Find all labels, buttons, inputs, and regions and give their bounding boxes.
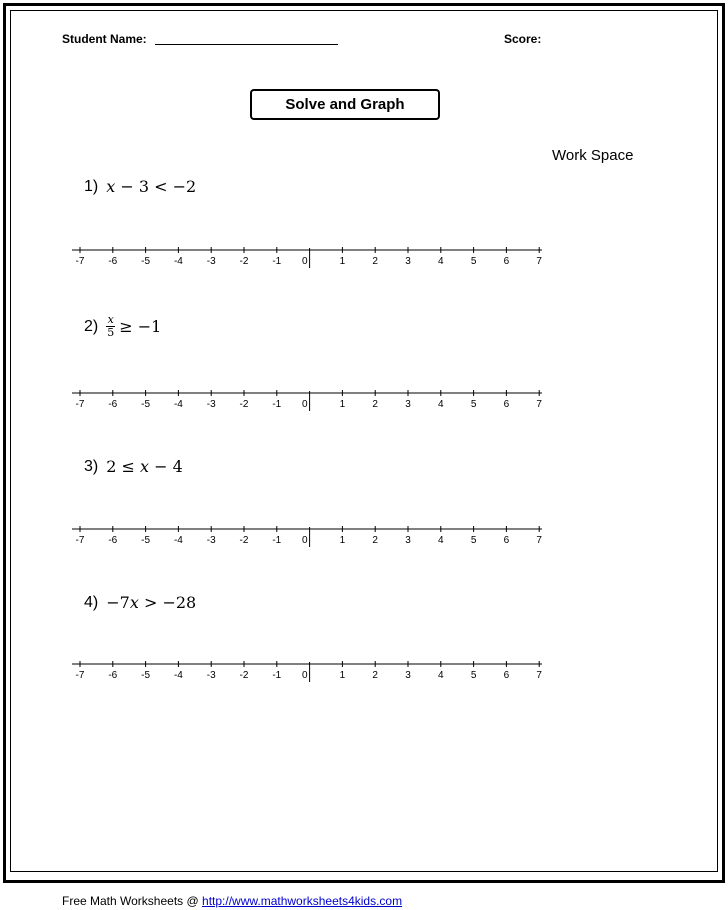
tick-label: -4	[173, 535, 183, 546]
tick-label: -7	[75, 670, 85, 681]
tick-label: -1	[272, 256, 282, 267]
footer-link[interactable]: http://www.mathworksheets4kids.com	[202, 894, 403, 908]
tick-label: -5	[141, 399, 151, 410]
tick-label: 6	[503, 535, 510, 546]
tick-label: 7	[536, 670, 542, 681]
tick-label: 1	[339, 535, 346, 546]
tick-label: -6	[108, 399, 118, 410]
tick-label: 2	[372, 670, 378, 681]
tick-label: 7	[536, 535, 542, 546]
tick-label: 6	[503, 399, 510, 410]
tick-label: 5	[470, 535, 477, 546]
tick-label: -2	[239, 399, 249, 410]
tick-label: -1	[272, 670, 282, 681]
student-name-blank[interactable]	[155, 44, 338, 45]
problem-number: 4)	[84, 593, 99, 611]
number-line-4[interactable]	[70, 654, 550, 684]
tick-label: -7	[75, 256, 85, 267]
fraction: $\frac{x}{5}$	[107, 313, 115, 339]
tick-label: 3	[405, 535, 411, 546]
footer	[62, 894, 402, 908]
tick-label: -5	[141, 256, 151, 267]
tick-label: 3	[405, 670, 411, 681]
worksheet-title: Solve and Graph	[250, 89, 440, 120]
problem-number: 2)	[84, 317, 99, 335]
problem-4	[84, 593, 196, 612]
inequality: ≥ −1	[119, 317, 162, 336]
problem-number: 1)	[84, 177, 99, 195]
tick-label: -3	[206, 670, 216, 681]
tick-label: -6	[108, 535, 118, 546]
tick-label: 5	[470, 670, 477, 681]
footer-label: Free Math Worksheets @	[62, 894, 203, 908]
inequality: −7x > −28	[106, 593, 197, 612]
tick-label: -6	[108, 256, 118, 267]
tick-label: 0	[302, 256, 308, 267]
work-space-label: Work Space	[552, 147, 634, 164]
problem-1	[84, 177, 196, 196]
number-line-1[interactable]	[70, 240, 550, 270]
tick-label: 4	[438, 670, 444, 681]
number-line-3[interactable]	[70, 519, 550, 549]
tick-label: 6	[503, 256, 510, 267]
tick-label: 3	[405, 399, 411, 410]
tick-label: 4	[438, 256, 444, 267]
tick-label: 0	[302, 670, 308, 681]
tick-label: -7	[75, 399, 85, 410]
number-line-2[interactable]	[70, 383, 550, 413]
tick-label: -4	[173, 670, 183, 681]
tick-label: 2	[372, 399, 378, 410]
tick-label: -3	[206, 535, 216, 546]
tick-label: 4	[438, 535, 444, 546]
tick-label: 1	[339, 256, 346, 267]
tick-label: 0	[302, 535, 308, 546]
tick-label: -5	[141, 670, 151, 681]
tick-label: 7	[536, 256, 542, 267]
tick-label: -2	[239, 535, 249, 546]
tick-label: 1	[339, 399, 346, 410]
inequality: 2 ≤ x − 4	[106, 457, 183, 476]
tick-label: 5	[470, 256, 477, 267]
tick-label: 6	[503, 670, 510, 681]
tick-label: -1	[272, 399, 282, 410]
problem-2	[84, 314, 161, 339]
problem-3	[84, 457, 183, 476]
tick-label: -4	[173, 399, 183, 410]
inequality: x − 3 < −2	[106, 177, 197, 196]
tick-label: 5	[470, 399, 477, 410]
tick-label: 2	[372, 256, 378, 267]
tick-label: 7	[536, 399, 542, 410]
tick-label: -2	[239, 670, 249, 681]
tick-label: 3	[405, 256, 411, 267]
tick-label: -5	[141, 535, 151, 546]
student-name-label: Student Name:	[62, 32, 147, 46]
tick-label: -1	[272, 535, 282, 546]
tick-label: 4	[438, 399, 444, 410]
score-label: Score:	[504, 32, 542, 46]
problem-number: 3)	[84, 457, 99, 475]
tick-label: -3	[206, 256, 216, 267]
inner-page-border	[10, 10, 718, 872]
tick-label: -3	[206, 399, 216, 410]
tick-label: -4	[173, 256, 183, 267]
tick-label: 0	[302, 399, 308, 410]
tick-label: 1	[339, 670, 346, 681]
tick-label: -6	[108, 670, 118, 681]
tick-label: -2	[239, 256, 249, 267]
tick-label: 2	[372, 535, 378, 546]
tick-label: -7	[75, 535, 85, 546]
